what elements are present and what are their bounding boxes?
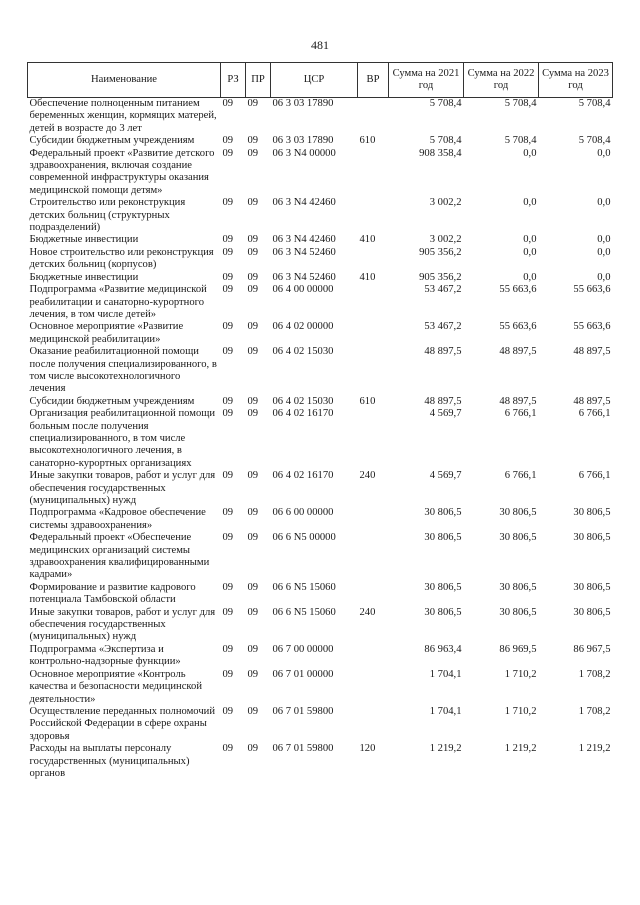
- row-sum-2023: 1 708,2: [578, 668, 611, 680]
- row-vr: [358, 582, 389, 607]
- row-vr: [358, 644, 389, 669]
- row-sum-2022: 1 219,2: [504, 743, 537, 755]
- row-csr: 06 6 N5 00000: [272, 532, 336, 544]
- row-csr: 06 3 N4 42460: [272, 197, 336, 209]
- row-rz: 09: [222, 705, 234, 717]
- row-sum-2022: 0,0: [523, 234, 537, 246]
- row-name: Подпрограмма «Кадровое обеспечение системы здравоохранения»: [29, 507, 206, 531]
- row-vr: [358, 532, 389, 582]
- row-sum-2023: 0,0: [597, 246, 611, 258]
- row-name: Подпрограмма «Развитие медицинской реабилитации и санаторно-курортного лечения, в том числе детей»: [29, 284, 207, 320]
- row-name: Иные закупки товаров, работ и услуг для обеспечения государственных (муниципальных) нужд: [29, 606, 216, 643]
- table-row: [28, 669, 613, 706]
- row-csr: 06 4 02 15030: [272, 395, 334, 407]
- row-pr: 09: [247, 234, 259, 246]
- row-sum-2021: 30 806,5: [424, 606, 462, 618]
- row-csr: 06 6 N5 15060: [272, 606, 336, 618]
- row-rz: 09: [222, 321, 234, 333]
- row-csr: 06 4 00 00000: [272, 284, 334, 296]
- row-name: Субсидии бюджетным учреждениям: [29, 135, 195, 147]
- row-rz: 09: [222, 147, 234, 159]
- row-vr: [358, 148, 389, 198]
- row-csr: 06 3 03 17890: [272, 135, 334, 147]
- row-pr: 09: [247, 346, 259, 358]
- page-number: 481: [311, 38, 329, 52]
- row-sum-2021: 53 467,2: [424, 284, 462, 296]
- table-row: [28, 148, 613, 198]
- row-sum-2021: 30 806,5: [424, 532, 462, 544]
- row-sum-2023: 30 806,5: [573, 606, 611, 618]
- row-vr: 120: [359, 743, 376, 755]
- row-sum-2023: 5 708,4: [578, 98, 611, 109]
- table-row: [28, 507, 613, 532]
- row-csr: 06 4 02 15030: [272, 346, 334, 358]
- row-sum-2022: 55 663,6: [499, 321, 537, 333]
- row-sum-2021: 1 704,1: [429, 705, 462, 717]
- row-vr: 410: [359, 271, 376, 283]
- header-rz: РЗ: [221, 63, 246, 98]
- row-pr: 09: [247, 271, 259, 283]
- row-sum-2021: 48 897,5: [424, 346, 462, 358]
- header-vr: ВР: [358, 63, 389, 98]
- row-vr: [358, 197, 389, 234]
- row-pr: 09: [247, 98, 259, 109]
- row-rz: 09: [222, 643, 234, 655]
- row-pr: 09: [247, 395, 259, 407]
- row-rz: 09: [222, 246, 234, 258]
- row-rz: 09: [222, 234, 234, 246]
- row-csr: 06 3 N4 00000: [272, 147, 336, 159]
- row-csr: 06 4 02 00000: [272, 321, 334, 333]
- row-sum-2022: 30 806,5: [499, 532, 537, 544]
- row-sum-2023: 0,0: [597, 147, 611, 159]
- row-rz: 09: [222, 668, 234, 680]
- row-rz: 09: [222, 470, 234, 482]
- row-sum-2022: 0,0: [523, 246, 537, 258]
- row-vr: [358, 669, 389, 706]
- row-vr: 610: [359, 135, 376, 147]
- row-sum-2023: 30 806,5: [573, 532, 611, 544]
- row-sum-2022: 0,0: [523, 197, 537, 209]
- row-vr: 610: [359, 395, 376, 407]
- row-name: Формирование и развитие кадрового потенциала Тамбовской области: [29, 581, 196, 606]
- row-sum-2022: 5 708,4: [504, 135, 537, 147]
- row-sum-2021: 30 806,5: [424, 507, 462, 519]
- row-vr: 240: [359, 606, 376, 618]
- row-sum-2021: 86 963,4: [424, 643, 462, 655]
- row-vr: [358, 321, 389, 346]
- row-sum-2023: 0,0: [597, 197, 611, 209]
- row-sum-2022: 6 766,1: [504, 408, 537, 420]
- header-sum-2022: Сумма на 2022 год: [464, 63, 539, 98]
- row-pr: 09: [247, 135, 259, 147]
- table-row: [28, 470, 613, 507]
- row-pr: 09: [247, 408, 259, 420]
- row-sum-2021: 5 708,4: [429, 98, 462, 109]
- table-row: [28, 706, 613, 743]
- row-sum-2022: 1 710,2: [504, 705, 537, 717]
- row-vr: 410: [359, 234, 376, 246]
- row-vr: [358, 507, 389, 532]
- table-row: [28, 346, 613, 396]
- table-row: [28, 582, 613, 607]
- row-name: Организация реабилитационной помощи больным после получения специализированного, в том числе высокотехнологичного лечения, в санаторно-курортных организациях: [29, 408, 216, 469]
- row-vr: [358, 706, 389, 743]
- table-row: [28, 743, 613, 780]
- row-vr: [358, 408, 389, 470]
- row-pr: 09: [247, 668, 259, 680]
- row-name: Основное мероприятие «Развитие медицинской реабилитации»: [29, 321, 184, 345]
- row-name: Новое строительство или реконструкция детских больниц (корпусов): [29, 246, 214, 271]
- row-pr: 09: [247, 743, 259, 755]
- row-name: Иные закупки товаров, работ и услуг для обеспечения государственных (муниципальных) нужд: [29, 470, 216, 506]
- header-sum-2023: Сумма на 2023 год: [539, 63, 613, 98]
- table-header-row: [28, 63, 613, 98]
- budget-table: [27, 62, 613, 780]
- row-csr: 06 3 03 17890: [272, 98, 334, 109]
- table-row: [28, 234, 613, 246]
- row-sum-2021: 905 356,2: [419, 271, 462, 283]
- row-name: Федеральный проект «Развитие детского здравоохранения, включая создание современной инфраструктуры оказания медицинской помощи детям»: [29, 147, 215, 196]
- table-row: [28, 98, 613, 136]
- row-vr: [358, 284, 389, 321]
- row-pr: 09: [247, 147, 259, 159]
- row-sum-2022: 30 806,5: [499, 507, 537, 519]
- row-sum-2021: 3 002,2: [429, 197, 462, 209]
- row-sum-2022: 0,0: [523, 147, 537, 159]
- row-pr: 09: [247, 532, 259, 544]
- row-name: Оказание реабилитационной помощи после получения специализированного, в том числе высокотехнологичного лечения: [29, 346, 217, 395]
- row-sum-2021: 908 358,4: [419, 147, 462, 159]
- row-pr: 09: [247, 705, 259, 717]
- row-sum-2023: 6 766,1: [578, 408, 611, 420]
- row-sum-2021: 4 569,7: [429, 470, 462, 482]
- row-sum-2023: 55 663,6: [573, 284, 611, 296]
- row-csr: 06 7 01 59800: [272, 705, 334, 717]
- row-sum-2022: 1 710,2: [504, 668, 537, 680]
- table-row: [28, 644, 613, 669]
- row-sum-2023: 48 897,5: [573, 395, 611, 407]
- row-csr: 06 4 02 16170: [272, 408, 334, 420]
- row-sum-2021: 905 356,2: [419, 246, 462, 258]
- row-rz: 09: [222, 743, 234, 755]
- row-pr: 09: [247, 581, 259, 593]
- table-row: [28, 607, 613, 644]
- row-pr: 09: [247, 470, 259, 482]
- row-rz: 09: [222, 284, 234, 296]
- table-row: [28, 135, 613, 147]
- row-csr: 06 3 N4 52460: [272, 271, 336, 283]
- row-pr: 09: [247, 507, 259, 519]
- row-pr: 09: [247, 284, 259, 296]
- row-csr: 06 7 00 00000: [272, 643, 334, 655]
- header-sum-2021: Сумма на 2021 год: [389, 63, 464, 98]
- row-rz: 09: [222, 606, 234, 618]
- row-sum-2021: 1 219,2: [429, 743, 462, 755]
- row-sum-2022: 30 806,5: [499, 581, 537, 593]
- row-rz: 09: [222, 507, 234, 519]
- row-pr: 09: [247, 246, 259, 258]
- row-csr: 06 4 02 16170: [272, 470, 334, 482]
- table-row: [28, 396, 613, 408]
- row-rz: 09: [222, 98, 234, 109]
- row-sum-2022: 48 897,5: [499, 395, 537, 407]
- row-sum-2021: 1 704,1: [429, 668, 462, 680]
- row-rz: 09: [222, 135, 234, 147]
- table-body: [28, 98, 613, 781]
- row-name: Бюджетные инвестиции: [29, 271, 139, 283]
- row-rz: 09: [222, 581, 234, 593]
- row-sum-2021: 48 897,5: [424, 395, 462, 407]
- row-sum-2023: 30 806,5: [573, 581, 611, 593]
- row-vr: [358, 247, 389, 272]
- row-sum-2023: 48 897,5: [573, 346, 611, 358]
- row-sum-2021: 5 708,4: [429, 135, 462, 147]
- row-name: Бюджетные инвестиции: [29, 234, 139, 246]
- table-row: [28, 247, 613, 272]
- header-csr: ЦСР: [271, 63, 358, 98]
- row-sum-2021: 4 569,7: [429, 408, 462, 420]
- row-csr: 06 7 01 00000: [272, 668, 334, 680]
- row-sum-2023: 1 708,2: [578, 705, 611, 717]
- row-sum-2023: 1 219,2: [578, 743, 611, 755]
- row-vr: [358, 98, 389, 136]
- row-csr: 06 6 00 00000: [272, 507, 334, 519]
- row-sum-2022: 86 969,5: [499, 643, 537, 655]
- row-sum-2022: 30 806,5: [499, 606, 537, 618]
- row-sum-2021: 3 002,2: [429, 234, 462, 246]
- row-rz: 09: [222, 346, 234, 358]
- row-sum-2023: 6 766,1: [578, 470, 611, 482]
- row-sum-2023: 5 708,4: [578, 135, 611, 147]
- table-row: [28, 408, 613, 470]
- row-csr: 06 3 N4 52460: [272, 246, 336, 258]
- table-row: [28, 272, 613, 284]
- row-name: Осуществление переданных полномочий Российской Федерации в сфере охраны здоровья: [29, 705, 215, 742]
- row-name: Расходы на выплаты персоналу государственных (муниципальных) органов: [29, 743, 190, 779]
- row-pr: 09: [247, 643, 259, 655]
- row-sum-2022: 48 897,5: [499, 346, 537, 358]
- row-rz: 09: [222, 532, 234, 544]
- table-row: [28, 321, 613, 346]
- row-sum-2021: 53 467,2: [424, 321, 462, 333]
- row-sum-2023: 30 806,5: [573, 507, 611, 519]
- row-sum-2023: 0,0: [597, 271, 611, 283]
- row-rz: 09: [222, 395, 234, 407]
- row-vr: [358, 346, 389, 396]
- row-sum-2021: 30 806,5: [424, 581, 462, 593]
- row-sum-2023: 0,0: [597, 234, 611, 246]
- row-sum-2022: 55 663,6: [499, 284, 537, 296]
- row-name: Обеспечение полноценным питанием беременных женщин, кормящих матерей, детей в возрасте до 3 лет: [29, 98, 217, 134]
- row-pr: 09: [247, 606, 259, 618]
- row-name: Основное мероприятие «Контроль качества и безопасности медицинской деятельности»: [29, 668, 202, 705]
- row-csr: 06 7 01 59800: [272, 743, 334, 755]
- row-sum-2023: 55 663,6: [573, 321, 611, 333]
- row-vr: 240: [359, 470, 376, 482]
- row-pr: 09: [247, 321, 259, 333]
- row-sum-2022: 0,0: [523, 271, 537, 283]
- row-name: Субсидии бюджетным учреждениям: [29, 395, 195, 407]
- row-csr: 06 3 N4 42460: [272, 234, 336, 246]
- row-name: Федеральный проект «Обеспечение медицинских организаций системы здравоохранения квалифицированными кадрами»: [29, 532, 210, 581]
- row-csr: 06 6 N5 15060: [272, 581, 336, 593]
- header-name: Наименование: [28, 63, 221, 98]
- row-pr: 09: [247, 197, 259, 209]
- table-row: [28, 532, 613, 582]
- table-row: [28, 284, 613, 321]
- row-sum-2022: 6 766,1: [504, 470, 537, 482]
- row-rz: 09: [222, 408, 234, 420]
- row-rz: 09: [222, 271, 234, 283]
- row-name: Подпрограмма «Экспертиза и контрольно-надзорные функции»: [29, 643, 181, 668]
- table-row: [28, 197, 613, 234]
- row-rz: 09: [222, 197, 234, 209]
- row-name: Строительство или реконструкция детских больниц (структурных подразделений): [29, 197, 186, 234]
- header-pr: ПР: [246, 63, 271, 98]
- row-sum-2023: 86 967,5: [573, 643, 611, 655]
- row-sum-2022: 5 708,4: [504, 98, 537, 109]
